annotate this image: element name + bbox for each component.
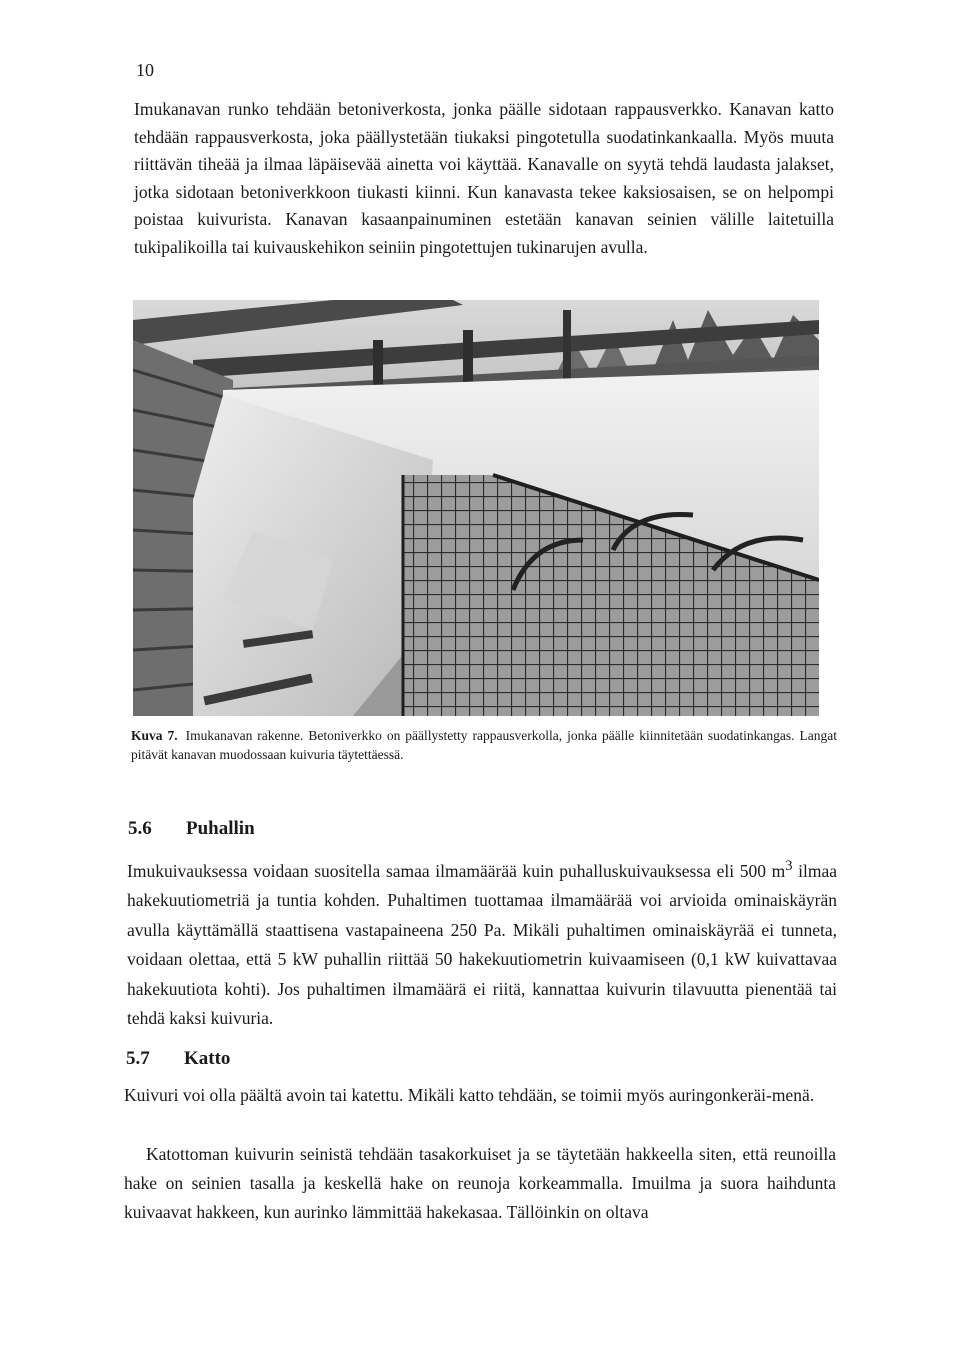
section-title: Puhallin xyxy=(186,818,255,839)
page-number: 10 xyxy=(136,60,154,80)
unit-superscript: 3 xyxy=(785,858,793,874)
section-number: 5.7 xyxy=(126,1048,150,1069)
section-heading-5-7 xyxy=(126,1048,230,1070)
paragraph-text: Imukuivauksessa voidaan suositella samaa ilmamäärää kuin puhalluskuivauksessa eli 500 m xyxy=(127,860,786,881)
intro-paragraph: Imukanavan runko tehdään betoniverkosta, jonka päälle sidotaan rappausverkko. Kanavan katto tehdään rappausverkosta, joka päällystetään tiukaksi pingotetulla suodatinkankaalla. Myös muuta riittävän tiheää ja ilmaa läpäisevää ainetta voi käyttää. Kanavalle on syytä tehdä laudasta jalakset, jotka sidotaan betoniverkkoon tiukasti kiinni. Kun kanavasta tekee kaksiosaisen, se on helpompi poistaa kuivurista. Kanavan kasaanpainuminen estetään kanavan seinien välille laitetuilla tukipalikoilla tai kuivauskehikon seiniin pingotettujen tukinarujen avulla. xyxy=(134,99,834,257)
figure-caption xyxy=(131,726,837,764)
section-5-7-paragraph-2: Katottoman kuivurin seinistä tehdään tasakorkuiset ja se täytetään hakkeella siten, että reunoilla hake on seinien tasalla ja keskellä hake on reunoja korkeammalla. Imuilma ja suora haihdunta kuivaavat hakkeen, kun aurinko lämmittää hakekasaa. Tällöinkin on oltava xyxy=(124,1144,836,1222)
figure-caption-text: Imukanavan rakenne. Betoniverkko on päällystetty rappausverkolla, jonka päälle kiinnitetään suodatinkangas. Langat pitävät kanavan muodossaan kuivuria täytettäessä. xyxy=(131,728,837,762)
section-5-7-paragraph-1: Kuivuri voi olla päältä avoin tai katettu. Mikäli katto tehdään, se toimii myös auringonkeräi-menä. xyxy=(124,1085,815,1105)
section-heading-5-6 xyxy=(128,818,255,840)
paragraph-text: ilmaa hakekuutiometriä ja tuntia kohden. Puhaltimen tuottamaa ilmamäärää voi arvioida ominaiskäyrän avulla käyttämällä staattisena vastapaineena 250 Pa. Mikäli puhaltimen ominaiskäyrää ei tunneta, voidaan olettaa, että 5 kW puhallin riittää 50 hakekuutiometrin kuivaamiseen (0,1 kW kuivattavaa hakekuutiota kohti). Jos puhaltimen ilmamäärä ei riitä, kannattaa kuivurin tilavuutta pienentää tai tehdä kaksi kuivuria. xyxy=(127,860,838,1029)
section-5-6-paragraph xyxy=(127,852,837,1034)
figure-caption-label: Kuva 7. xyxy=(131,728,178,743)
figure-photo xyxy=(133,300,819,716)
section-number: 5.6 xyxy=(128,818,152,839)
section-title: Katto xyxy=(184,1048,231,1069)
